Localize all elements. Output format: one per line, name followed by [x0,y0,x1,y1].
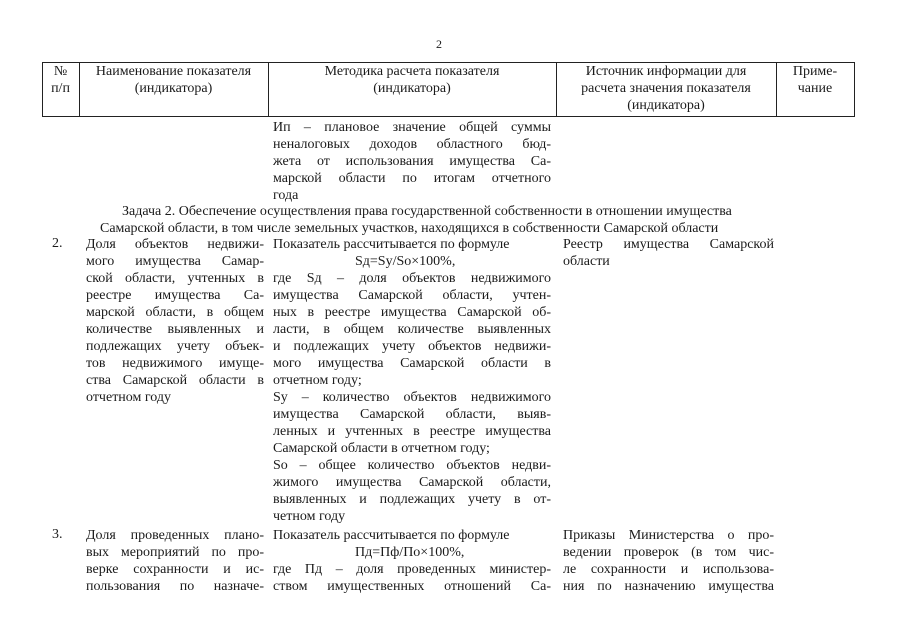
header-col-method [268,63,556,97]
page-number: 2 [436,37,442,51]
header-text: Методика расчета показателя [324,64,500,79]
source-line: Приказы Министерства о про- [563,528,774,543]
row-name-line: тов недвижимого имуще- [86,356,264,371]
method-line: имущества Самарской области, учтен- [273,288,551,303]
method-line: ных в реестре имущества Самарской об- [273,305,551,320]
method-intro: Показатель рассчитывается по формуле [273,237,510,252]
row-name-line: Доля проведенных плано- [86,528,264,543]
formula: Sд=Sу/So×100%, [355,254,456,269]
header-text: Источник информации для [585,64,747,79]
source-line: ведении проверок (в том чис- [563,545,774,560]
header-text: Наименование показателя [95,64,252,79]
carry-over-line: марской области по итогам отчетного [273,171,551,186]
row-name-line: реестре имущества Са- [86,288,264,303]
method-line: выявленных и подлежащих учету в от- [273,492,551,507]
method-line: и подлежащих учету объектов недвижи- [273,339,551,354]
method-intro: Показатель рассчитывается по формуле [273,528,510,543]
source-line: области [563,254,610,269]
method-line: So – общее количество объектов недви- [273,458,551,473]
method-line: имущества Самарской области, выяв- [273,407,551,422]
row-name-line: количестве выявленных и [86,322,264,337]
method-line: отчетном году; [273,373,362,388]
carry-over-line: жета от использования имущества Са- [273,154,551,169]
source-line: ния по назначению имущества [563,579,774,594]
task-heading-line: Задача 2. Обеспечение осуществления права государственной собственности в отношении имущества [122,204,732,219]
method-line: четном году [273,509,346,524]
header-col-note [776,63,854,97]
source-line: Реестр имущества Самарской [563,237,774,252]
method-line: мого имущества Самарской области в [273,356,551,371]
carry-over-line: неналоговых доходов областного бюд- [273,137,551,152]
formula: Пд=Пф/По×100%, [355,545,465,560]
header-col-source [556,63,776,114]
header-col-number [42,63,79,97]
header-text: (индикатора) [373,81,451,96]
header-divider [854,62,855,117]
row-name-line: марской области, в общем [86,305,264,320]
method-line: жимого имущества Самарской области, [273,475,551,490]
method-line: ленных и учтенных в реестре имущества [273,424,551,439]
row-name-line: верке сохранности и ис- [86,562,264,577]
task-heading-line: Самарской области, в том числе земельных участков, находящихся в собственности Самарской области [100,221,719,236]
row-name-line: Доля объектов недвижи- [86,237,264,252]
row-name-line: вых мероприятий по про- [86,545,264,560]
row-number: 2. [52,236,63,251]
row-name-line: ства Самарской области в [86,373,264,388]
method-line: ласти, в общем количестве выявленных [273,322,551,337]
row-name-line: мого имущества Самар- [86,254,264,269]
method-line: ством имущественных отношений Са- [273,579,551,594]
header-text: Приме- [792,64,838,79]
header-text: (индикатора) [627,98,705,113]
method-line: где Sд – доля объектов недвижимого [273,271,551,286]
row-name-line: пользования по назначе- [86,579,264,594]
method-line: Sу – количество объектов недвижимого [273,390,551,405]
source-line: ле сохранности и использова- [563,562,774,577]
carry-over-line: Ип – плановое значение общей суммы [273,120,551,135]
header-text: расчета значения показателя [581,81,751,96]
header-text: чание [797,81,833,96]
row-name-line: ской области, учтенных в [86,271,264,286]
row-name-line: отчетном году [86,390,172,405]
method-line: Самарской области в отчетном году; [273,441,490,456]
header-text: № [53,64,68,79]
header-text: (индикатора) [134,81,213,96]
row-name-line: подлежащих учету объек- [86,339,264,354]
carry-over-line: года [273,188,299,203]
method-line: где Пд – доля проведенных министер- [273,562,551,577]
header-text: п/п [51,81,70,96]
row-number: 3. [52,527,63,542]
header-col-name [79,63,268,97]
header-bottom-border [42,116,855,117]
